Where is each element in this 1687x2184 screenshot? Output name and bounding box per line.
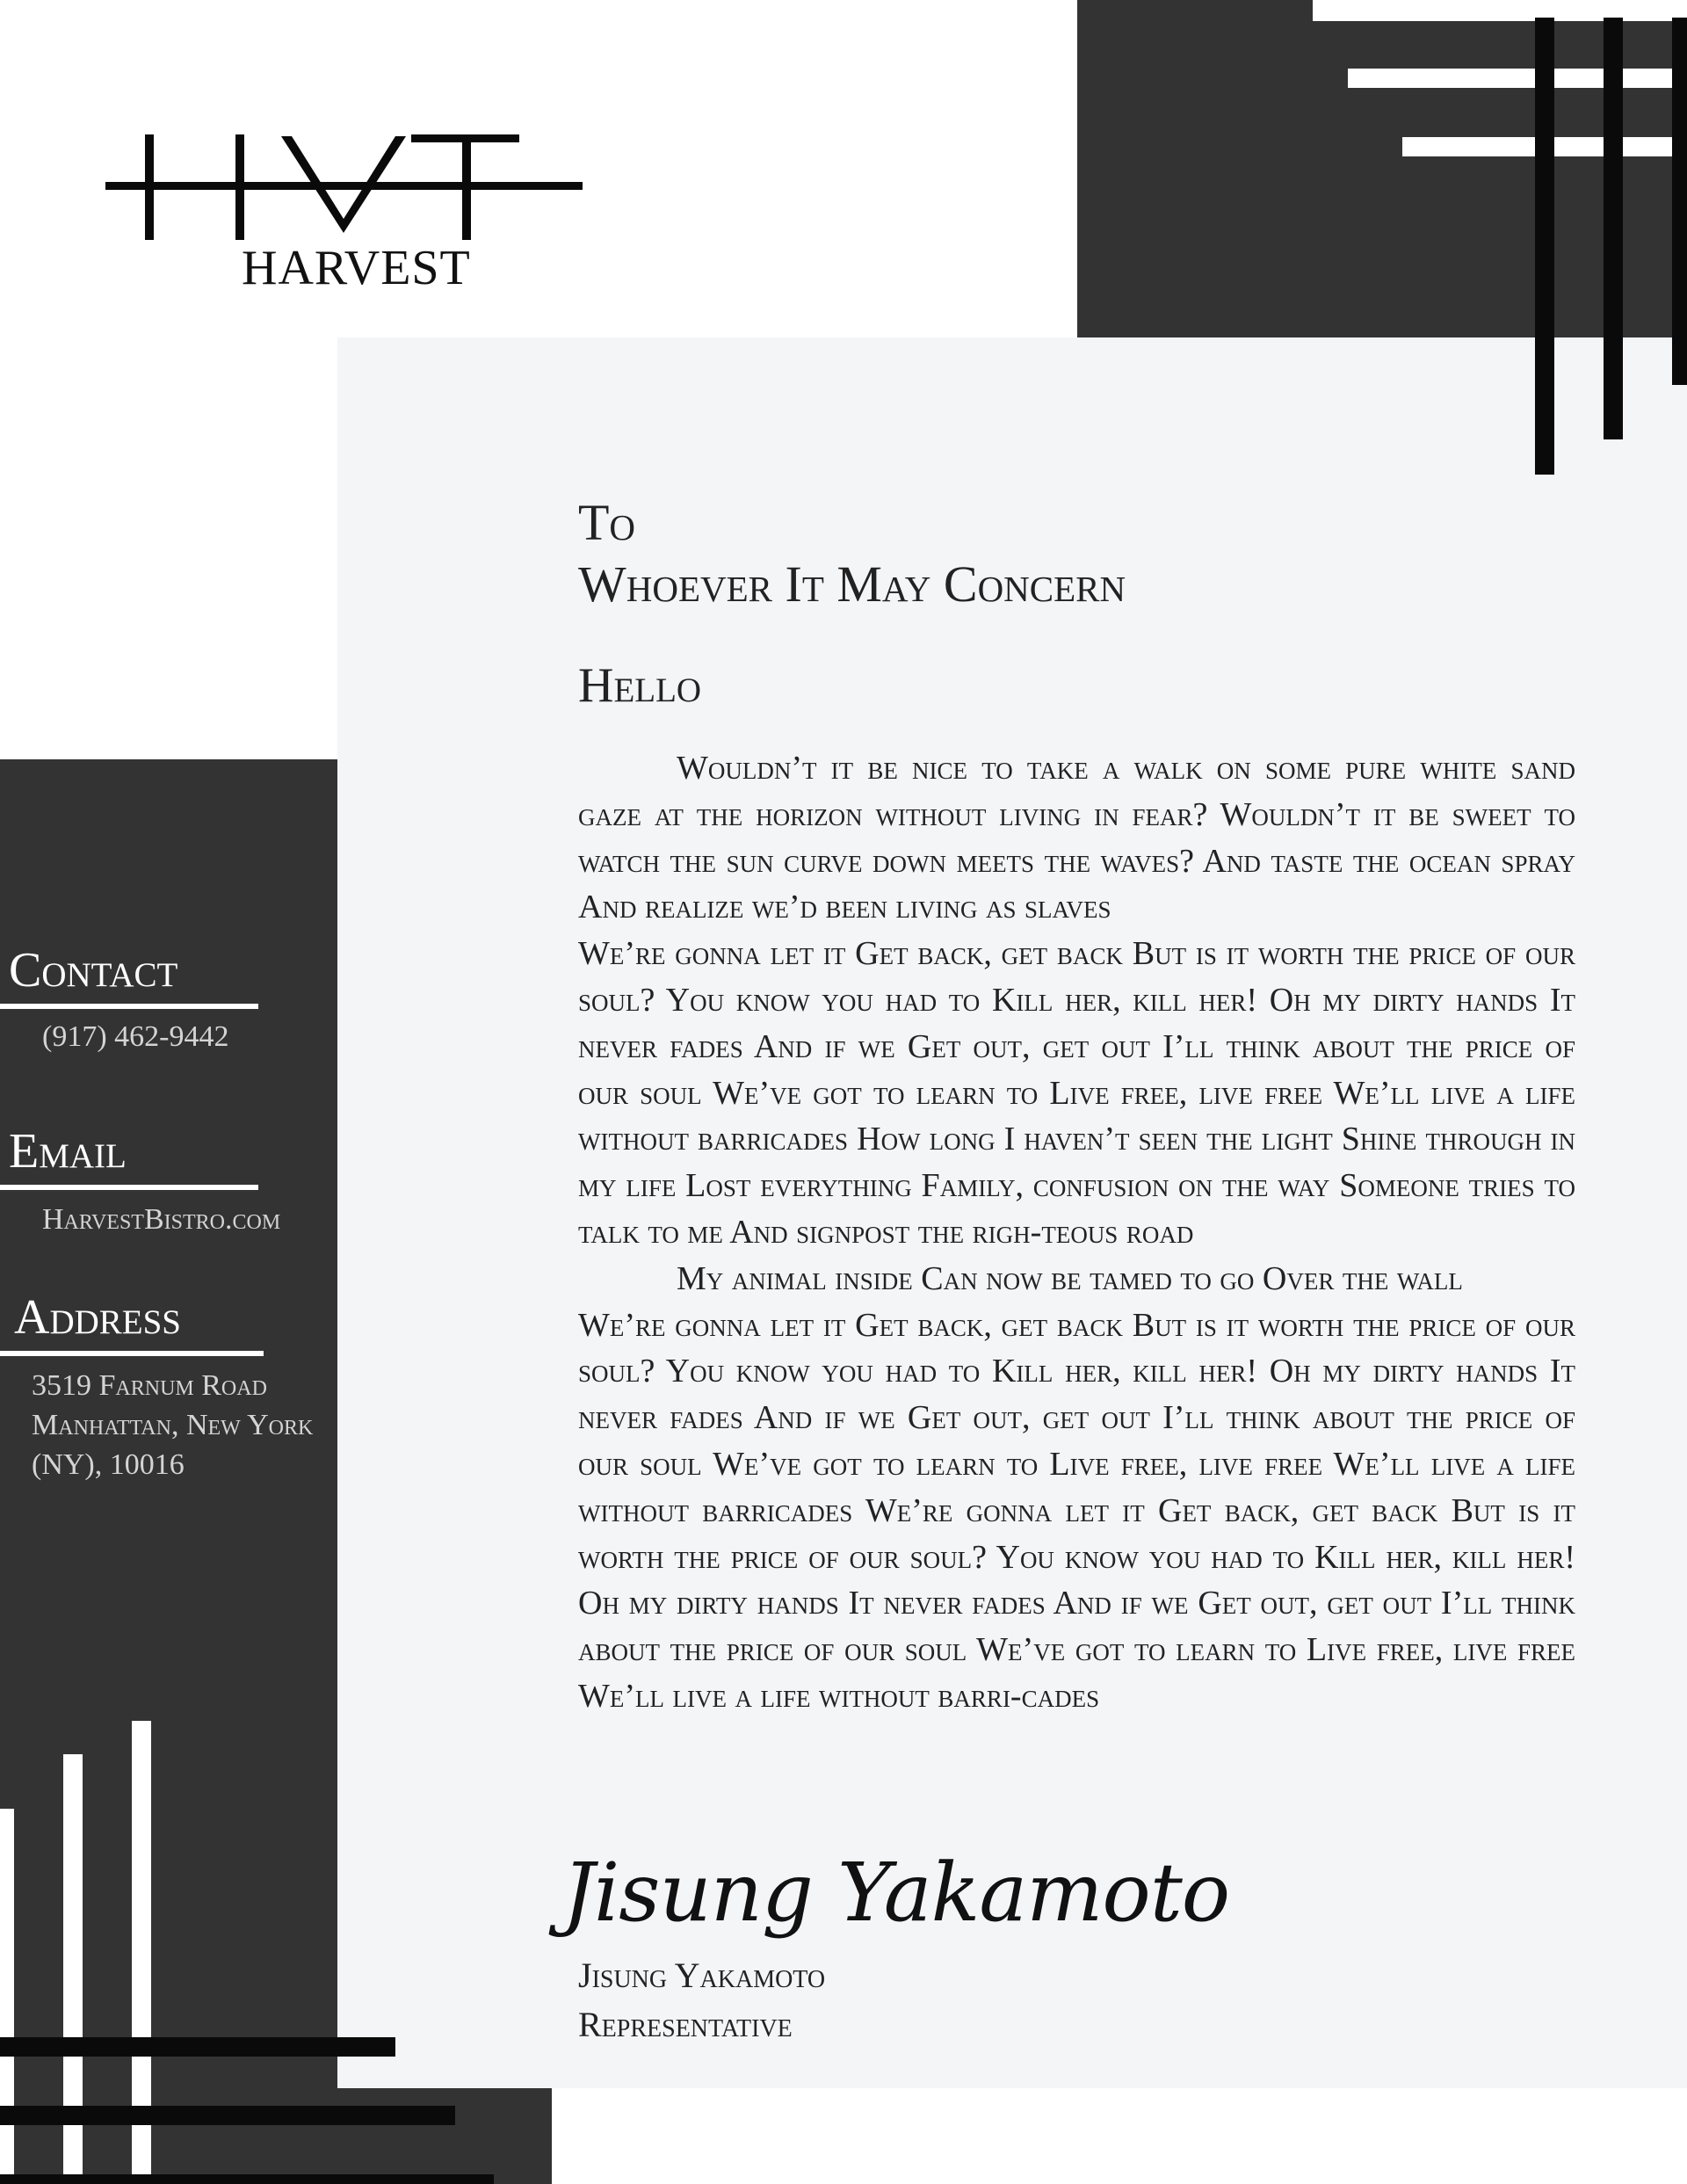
address-line-2: Manhattan, New York: [32, 1409, 314, 1441]
body-paragraph: We’re gonna let it Get back, get back But is it worth the price of our soul? You know you had to Kill her, kill her! Oh my dirty hands It never fades And if we Get out, get out I’ll think about the price of our soul We’ve got to learn to Live free, live free We’ll live a life without barricades How long I haven’t seen the light Shine through in my life Lost everything Family, confusion on the way Someone tries to talk to me And signpost the righ-teous road: [578, 935, 1575, 1251]
email-underline: [0, 1185, 258, 1190]
hvt-monogram-icon: [105, 127, 589, 242]
email-heading: Email: [9, 1124, 127, 1179]
to-label: To: [578, 494, 636, 551]
top-stripe-black-3: [1672, 18, 1687, 385]
signer-name: Jisung Yakamoto: [578, 1955, 826, 1995]
address-line-1: 3519 Farnum Road: [32, 1369, 267, 1402]
phone-number: (917) 462-9442: [42, 1020, 229, 1053]
greeting: Hello: [578, 658, 702, 713]
letter-body: [578, 745, 1575, 1720]
top-right-dark-block: [1077, 0, 1687, 337]
signer-title: Representative: [578, 2005, 793, 2044]
top-stripe-white-2: [1348, 69, 1687, 88]
bottom-stripe-black-2: [0, 2106, 455, 2125]
address-underline: [0, 1351, 264, 1356]
contact-heading: Contact: [9, 943, 178, 998]
body-paragraph: Wouldn’t it be nice to take a walk on some pure white sand gaze at the horizon without living in fear? Wouldn’t it be sweet to watch the sun curve down meets the waves? And taste the ocean spray And realize we’d been living as slaves: [578, 750, 1575, 926]
email-address: HarvestBistro.com: [42, 1203, 281, 1236]
contact-underline: [0, 1004, 258, 1009]
bottom-stripe-black-1: [0, 2037, 395, 2057]
bottom-dark-block: [0, 2088, 552, 2184]
harvest-logo: [105, 127, 589, 303]
address-line-3: (NY), 10016: [32, 1448, 185, 1481]
bottom-stripe-black-3: [0, 2174, 494, 2184]
recipient: Whoever It May Concern: [578, 555, 1126, 613]
top-stripe-black-1: [1535, 18, 1554, 475]
top-stripe-white-1: [1313, 0, 1687, 21]
brand-name: HARVEST: [242, 241, 471, 295]
address-heading: Address: [14, 1290, 181, 1345]
handwritten-signature: Jisung Yakamoto: [562, 1846, 1230, 1940]
top-stripe-black-2: [1604, 18, 1623, 439]
bottom-stripe-white-1: [0, 1809, 14, 2184]
body-paragraph: My animal inside Can now be tamed to go Over the wall: [677, 1259, 1463, 1297]
body-paragraph: We’re gonna let it Get back, get back But is it worth the price of our soul? You know you had to Kill her, kill her! Oh my dirty hands It never fades And if we Get out, get out I’ll think about the price of our soul We’ve got to learn to Live free, live free We’ll live a life without barricades We’re gonna let it Get back, get back But is it worth the price of our soul? You know you had to Kill her, kill her! Oh my dirty hands It never fades And if we Get out, get out I’ll think about the price of our soul We’ve got to learn to Live free, live free We’ll live a life without barri-cades: [578, 1306, 1575, 1715]
